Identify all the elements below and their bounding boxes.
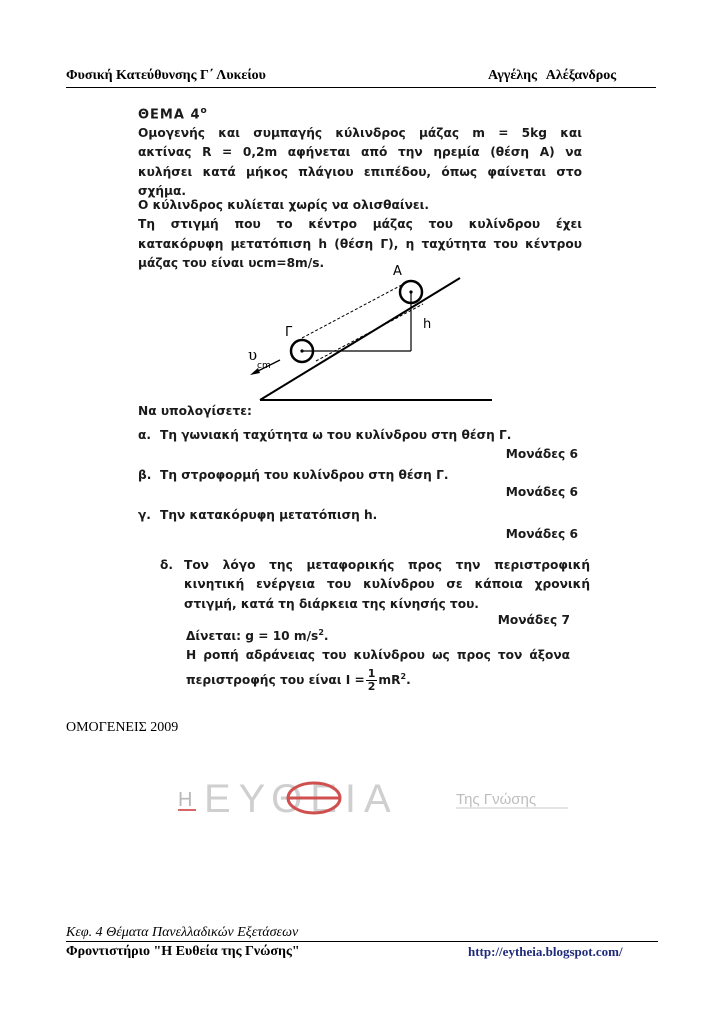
footer-chapter: Κεφ. 4 Θέματα Πανελλαδικών Εξετάσεων [66, 925, 299, 940]
text-line: σχήμα. [138, 184, 187, 199]
text-line: κατακόρυφη μετατόπιση h (θέση Γ), η ταχύτητα του κέντρου [138, 236, 582, 251]
label-position-a: Α [393, 264, 402, 279]
header-author: Αγγέλης Αλέξανδρος [488, 68, 617, 83]
logo-main-text: ΕΥΘΕΙΑ [204, 777, 399, 820]
marks-a: Μονάδες 6 [505, 447, 578, 461]
question-a: α. Τη γωνιακή ταχύτητα ω του κυλίνδρου στη θέση Γ. [138, 428, 512, 442]
text-line: Ομογενής και συμπαγής κύλινδρος μάζας m = 5kg και [138, 126, 582, 140]
text-line: στιγμή, κατά τη διάρκεια της κίνησής του. [184, 596, 479, 611]
given-gravity: Δίνεται: g = 10 $m/s^2$. [186, 628, 329, 644]
label-velocity: υ [248, 346, 258, 364]
marks-c: Μονάδες 6 [505, 527, 578, 541]
center-dot-g [300, 349, 303, 352]
text-line: κινητική ενέργεια του κυλίνδρου σε κάποια χρονική [184, 577, 590, 592]
given-inertia-text: Η ροπή αδράνειας του κυλίνδρου ως προς τον άξονα [186, 648, 570, 662]
footer-divider [66, 941, 658, 942]
question-b: β. Τη στροφορμή του κυλίνδρου στη θέση Γ. [138, 468, 449, 482]
exam-title: ΘΕΜΑ $4^o$ [138, 106, 208, 123]
logo-subtitle: Της Γνώσης [456, 791, 537, 808]
inclined-plane-figure [230, 262, 530, 407]
text-line: Τη στιγμή που το κέντρο μάζας του κυλίνδρου έχει [138, 217, 582, 232]
text-line: δ. Τον λόγο της μεταφορικής προς την περιστροφική [160, 558, 590, 572]
question-c: γ. Την κατακόρυφη μετατόπιση h. [138, 508, 378, 522]
given-inertia-formula: περιστροφής του είναι I = $\frac{1}{2}$ $mR^2$. [186, 667, 411, 693]
header-divider [66, 87, 656, 88]
problem-paragraph-1 [138, 124, 582, 202]
logo-letter-h: Η [178, 789, 193, 811]
text-line: κυλήσει κατά μήκος πλάγιου επιπέδου, όπως φαίνεται στο [138, 164, 582, 179]
path-dashed-line [316, 304, 423, 361]
calc-intro: Να υπολογίσετε: [138, 404, 252, 418]
path-dashed-line [302, 280, 411, 338]
header-subject: Φυσική Κατεύθυνσης Γ΄ Λυκείου [66, 68, 266, 83]
eytheia-watermark-logo [176, 776, 576, 820]
footer-school-name: Φροντιστήριο "Η Ευθεία της Γνώσης" [66, 944, 300, 959]
center-dot-a [409, 290, 412, 293]
text-line: Ο κύλινδρος κυλίεται χωρίς να ολισθαίνει. [138, 198, 430, 212]
label-height: h [423, 317, 432, 332]
text-line: ακτίνας R = 0,2m αφήνεται από την ηρεμία (θέση Α) να [138, 145, 582, 160]
label-position-g: Γ [285, 325, 293, 340]
label-velocity-subscript: cm [257, 361, 271, 371]
question-d [160, 556, 590, 614]
marks-b: Μονάδες 6 [505, 485, 578, 499]
fraction: $\frac{1}{2}$ [367, 667, 376, 693]
footer-website-link[interactable]: http://eytheia.blogspot.com/ [468, 944, 623, 959]
year-label: ΟΜΟΓΕΝΕΙΣ 2009 [66, 720, 179, 735]
marks-d: Μονάδες 7 [497, 613, 570, 627]
text-line: μάζας του είναι υcm=8m/s. [138, 256, 325, 271]
